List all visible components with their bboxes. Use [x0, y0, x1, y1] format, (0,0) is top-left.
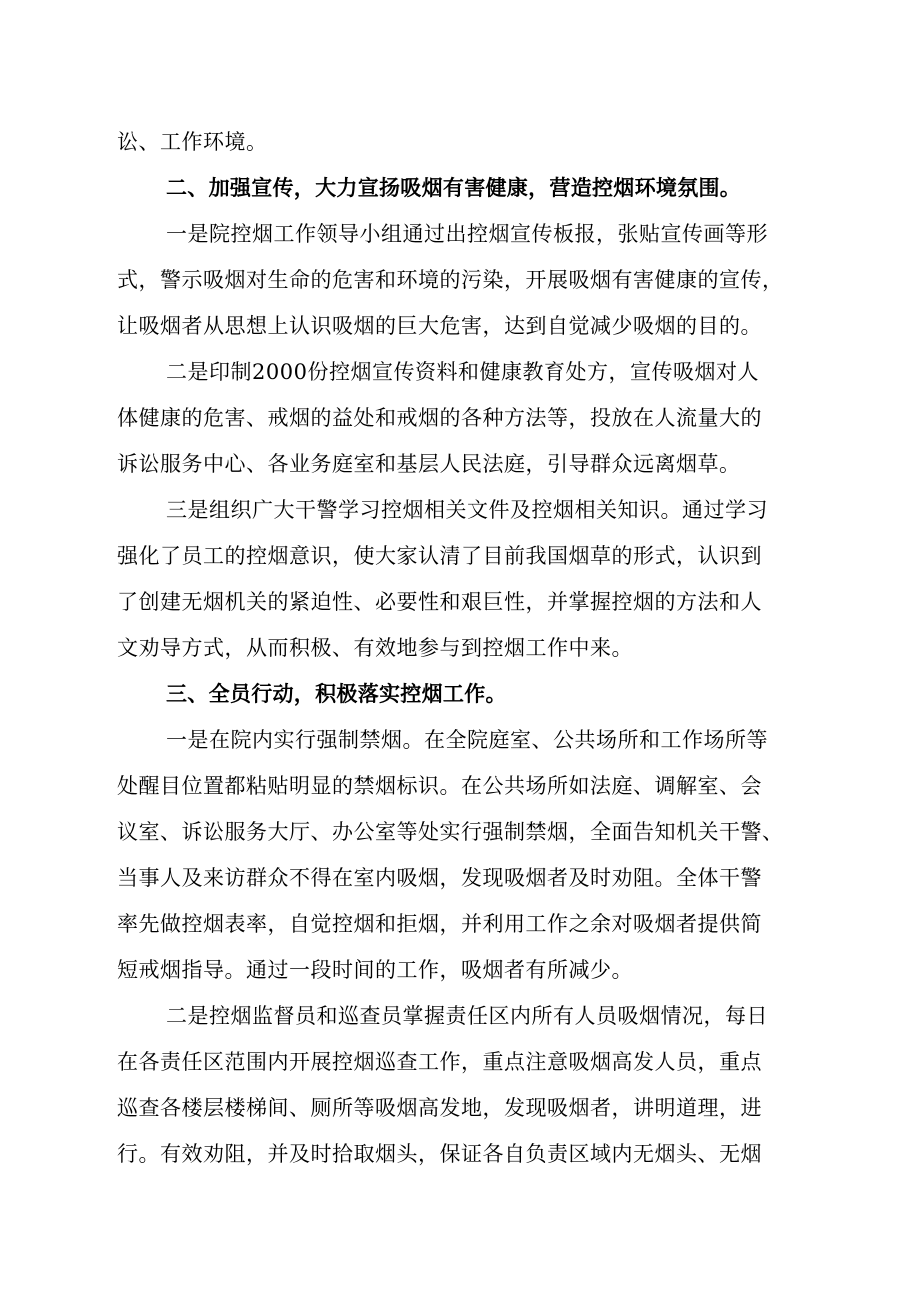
section-heading: 三、全员行动，积极落实控烟工作。	[166, 682, 507, 706]
paragraph-line: 式，警示吸烟对生命的危害和环境的污染，开展吸烟有害健康的宣传，	[117, 268, 784, 292]
paragraph-line: 巡查各楼层楼梯间、厕所等吸烟高发地，发现吸烟者，讲明道理，进	[117, 1096, 762, 1120]
paragraph-line: 在各责任区范围内开展控烟巡查工作，重点注意吸烟高发人员，重点	[117, 1050, 762, 1074]
paragraph-line: 率先做控烟表率，自觉控烟和拒烟，并利用工作之余对吸烟者提供简	[117, 912, 762, 936]
section-heading: 二、加强宣传，大力宣扬吸烟有害健康，营造控烟环境氛围。	[166, 176, 742, 200]
paragraph-line: 一是在院内实行强制禁烟。在全院庭室、公共场所和工作场所等	[166, 728, 768, 752]
paragraph-line: 处醒目位置都粘贴明显的禁烟标识。在公共场所如法庭、调解室、会	[117, 774, 762, 798]
paragraph-line: 诉讼服务中心、各业务庭室和基层人民法庭，引导群众远离烟草。	[117, 452, 741, 476]
paragraph-line: 一是院控烟工作领导小组通过出控烟宣传板报，张贴宣传画等形	[166, 222, 768, 246]
paragraph-line: 议室、诉讼服务大厅、办公室等处实行强制禁烟，全面告知机关干警、	[117, 820, 784, 844]
paragraph-line: 体健康的危害、戒烟的益处和戒烟的各种方法等，投放在人流量大的	[117, 406, 762, 430]
paragraph-line: 三是组织广大干警学习控烟相关文件及控烟相关知识。通过学习	[166, 498, 768, 522]
paragraph-line: 当事人及来访群众不得在室内吸烟，发现吸烟者及时劝阻。全体干警	[117, 866, 762, 890]
paragraph-line: 文劝导方式，从而积极、有效地参与到控烟工作中来。	[117, 636, 633, 660]
paragraph-line: 短戒烟指导。通过一段时间的工作，吸烟者有所减少。	[117, 958, 633, 982]
paragraph-line: 行。有效劝阻，并及时拾取烟头，保证各自负责区域内无烟头、无烟	[117, 1142, 762, 1166]
paragraph-line: 让吸烟者从思想上认识吸烟的巨大危害，达到自觉减少吸烟的目的。	[117, 314, 762, 338]
paragraph-line: 二是控烟监督员和巡查员掌握责任区内所有人员吸烟情况，每日	[166, 1004, 768, 1028]
paragraph-line: 讼、工作环境。	[117, 130, 268, 154]
paragraph-line: 二是印制2000份控烟宣传资料和健康教育处方，宣传吸烟对人	[166, 360, 759, 384]
paragraph-line: 了创建无烟机关的紧迫性、必要性和艰巨性，并掌握控烟的方法和人	[117, 590, 762, 614]
paragraph-line: 强化了员工的控烟意识，使大家认清了目前我国烟草的形式，认识到	[117, 544, 762, 568]
